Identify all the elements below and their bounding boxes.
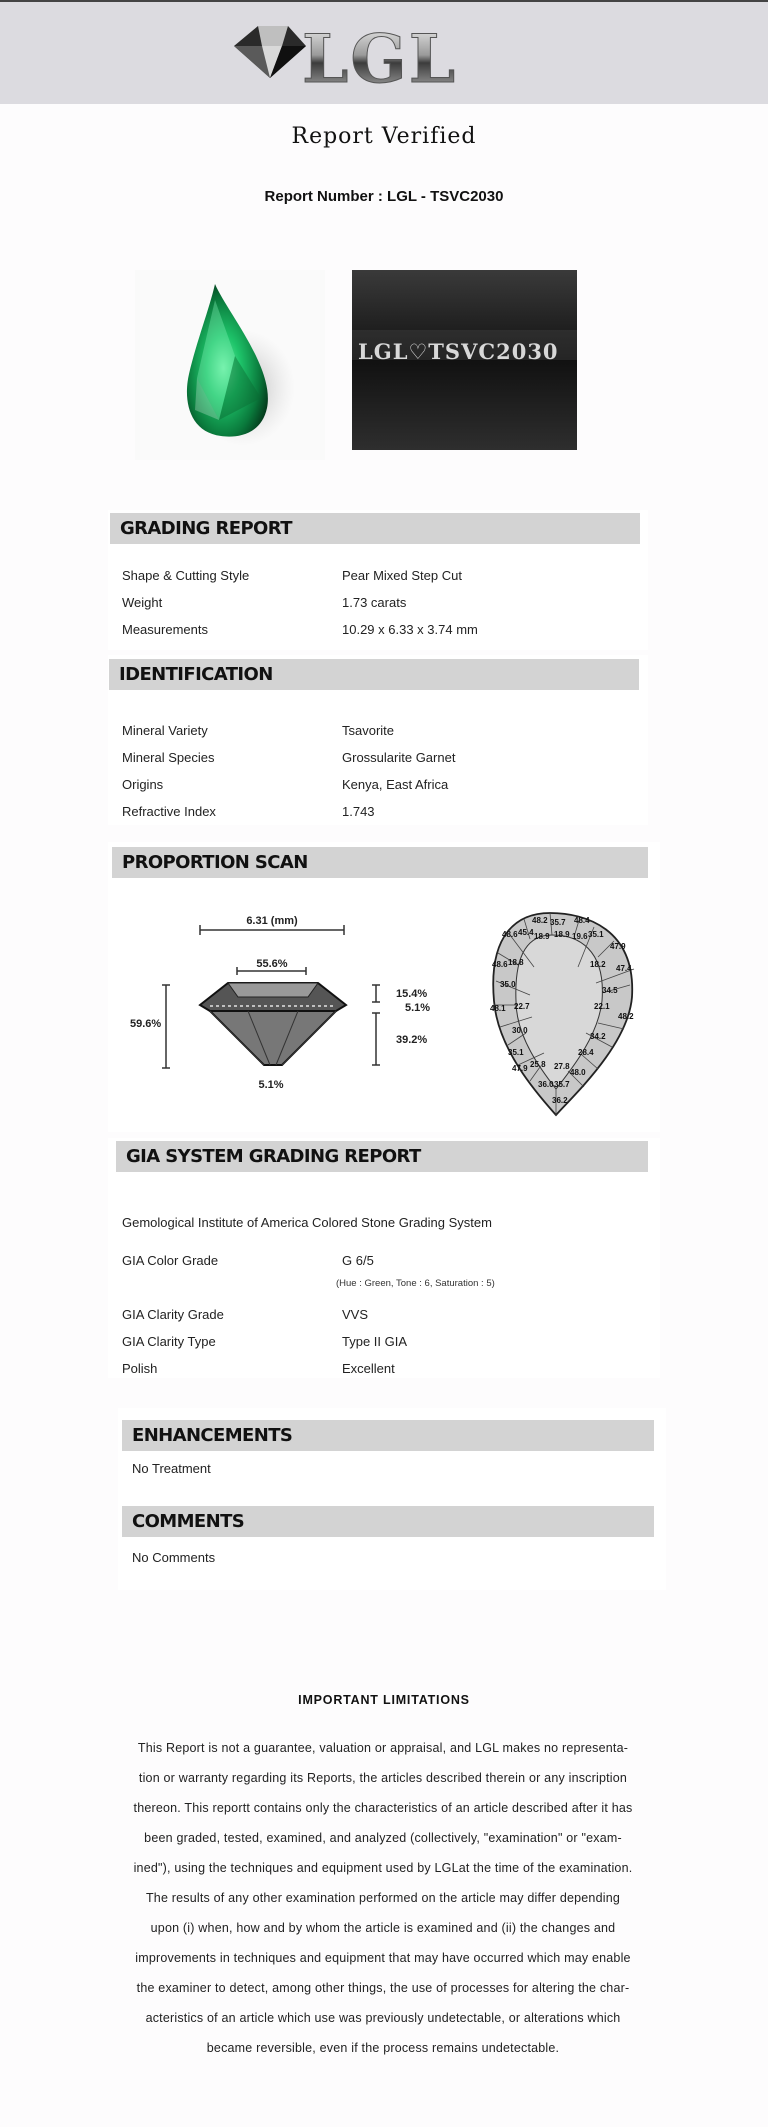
inscription-photo — [352, 270, 577, 450]
clarity-type-value: Type II GIA — [342, 1334, 408, 1349]
facet-label: 47.9 — [512, 1064, 528, 1073]
facet-label: 18.2 — [590, 960, 606, 969]
facet-label: 19.6 — [572, 932, 588, 941]
logo-text: LGL — [302, 20, 458, 98]
facet-label: 36.2 — [552, 1096, 568, 1105]
grading-report-heading: GRADING REPORT — [110, 513, 640, 544]
refractive-index-value: 1.743 — [342, 804, 375, 819]
clarity-grade-value: VVS — [342, 1307, 369, 1322]
culet-label: 5.1% — [258, 1079, 284, 1091]
shape-value: Pear Mixed Step Cut — [342, 568, 462, 583]
facet-label: 48.2 — [532, 916, 548, 925]
clarity-grade-label: GIA Clarity Grade — [122, 1307, 224, 1322]
diamond-icon — [234, 26, 306, 78]
limitations-line: acteristics of an article which use was previously undetectable, or alterations which — [145, 2011, 621, 2025]
limitations-line: thereon. This reportt contains only the characteristics of an article described after it has — [133, 1801, 633, 1815]
measurements-label: Measurements — [122, 622, 208, 637]
lgl-logo[interactable] — [232, 16, 492, 96]
limitations-line: upon (i) when, how and by whom the article is examined and (ii) the changes and — [150, 1921, 616, 1935]
gia-color-note: (Hue : Green, Tone : 6, Saturation : 5) — [336, 1278, 495, 1289]
facet-label: 48.1 — [490, 1004, 506, 1013]
facet-label: 47.4 — [616, 964, 632, 973]
facet-label: 48.2 — [618, 1012, 634, 1021]
girdle-label: 5.1% — [405, 1002, 431, 1014]
facet-label: 35.1 — [508, 1048, 524, 1057]
origins-value: Kenya, East Africa — [342, 777, 449, 792]
facet-label: 47.9 — [610, 942, 626, 951]
report-number: Report Number : LGL - TSVC2030 — [264, 188, 504, 205]
facet-label: 28.4 — [578, 1048, 594, 1057]
proportion-profile-diagram — [118, 905, 431, 1100]
facet-label: 30.0 — [512, 1026, 528, 1035]
facet-label: 36.0 — [538, 1080, 554, 1089]
header-band — [0, 2, 768, 104]
measurements-value: 10.29 x 6.33 x 3.74 mm — [342, 622, 478, 637]
weight-value: 1.73 carats — [342, 595, 407, 610]
origins-label: Origins — [122, 777, 164, 792]
stone-profile-shape — [200, 983, 346, 1065]
proportion-scan-heading: PROPORTION SCAN — [112, 847, 648, 878]
limitations-line: became reversible, even if the process remains undetectable. — [206, 2041, 560, 2055]
polish-label: Polish — [122, 1361, 158, 1376]
facet-label: 48.6 — [492, 960, 508, 969]
limitations-line: the examiner to detect, among other things, the use of processes for altering the char- — [136, 1981, 630, 1995]
pavilion-depth-label: 39.2% — [396, 1034, 428, 1046]
identification-heading: IDENTIFICATION — [109, 659, 639, 690]
facet-label: 18.8 — [508, 958, 524, 967]
facet-label: 35.7 — [550, 918, 566, 927]
gemstone-photo — [135, 270, 325, 460]
limitations-line: ined"), using the techniques and equipment used by LGLat the time of the examination. — [133, 1861, 633, 1875]
facet-label: 27.8 — [554, 1062, 570, 1071]
variety-label: Mineral Variety — [122, 723, 208, 738]
gia-color-value: G 6/5 — [342, 1253, 374, 1268]
gia-color-label: GIA Color Grade — [122, 1253, 219, 1268]
facet-label: 22.1 — [594, 1002, 610, 1011]
comments-text: No Comments — [132, 1550, 216, 1565]
width-label: 6.31 (mm) — [246, 915, 298, 927]
facet-label: 35.7 — [554, 1080, 570, 1089]
facet-label: 34.5 — [602, 986, 618, 995]
refractive-index-label: Refractive Index — [122, 804, 216, 819]
table-label: 55.6% — [256, 958, 288, 970]
enhancements-text: No Treatment — [132, 1461, 211, 1476]
weight-label: Weight — [122, 595, 163, 610]
total-depth-label: 59.6% — [130, 1018, 162, 1030]
facet-label: 48.6 — [502, 930, 518, 939]
gia-system-text: Gemological Institute of America Colored Stone Grading System — [122, 1215, 492, 1230]
facet-label: 18.9 — [554, 930, 570, 939]
comments-heading: COMMENTS — [122, 1506, 654, 1537]
shape-label: Shape & Cutting Style — [122, 568, 250, 583]
limitations-title: IMPORTANT LIMITATIONS — [298, 1693, 470, 1707]
facet-label: 48.0 — [570, 1068, 586, 1077]
clarity-type-label: GIA Clarity Type — [122, 1334, 216, 1349]
proportion-facet-map — [474, 905, 644, 1120]
facet-label: 35.1 — [588, 930, 604, 939]
species-label: Mineral Species — [122, 750, 215, 765]
crown-height-label: 15.4% — [396, 988, 428, 1000]
gia-heading: GIA SYSTEM GRADING REPORT — [116, 1141, 648, 1172]
variety-value: Tsavorite — [342, 723, 395, 738]
species-value: Grossularite Garnet — [342, 750, 456, 765]
enhancements-heading: ENHANCEMENTS — [122, 1420, 654, 1451]
facet-label: 35.0 — [500, 980, 516, 989]
facet-label: 25.8 — [530, 1060, 546, 1069]
limitations-line: improvements in techniques and equipment that may have occurred which may enable — [135, 1951, 631, 1965]
page-title: Report Verified — [291, 124, 477, 149]
limitations-line: tion or warranty regarding its Reports, the articles described therein or any inscription — [138, 1771, 628, 1785]
facet-label: 45.4 — [518, 928, 534, 937]
limitations-text — [110, 1733, 656, 2063]
limitations-line: been graded, tested, examined, and analyzed (collectively, "examination" or "exam- — [144, 1831, 622, 1845]
facet-label: 34.2 — [590, 1032, 606, 1041]
facet-label: 18.9 — [534, 932, 550, 941]
limitations-line: The results of any other examination performed on the article may differ depending — [145, 1891, 621, 1905]
facet-label: 48.4 — [574, 916, 590, 925]
polish-value: Excellent — [342, 1361, 395, 1376]
facet-label: 22.7 — [514, 1002, 530, 1011]
limitations-line: This Report is not a guarantee, valuation or appraisal, and LGL makes no representa- — [137, 1741, 629, 1755]
inscription-text: LGL♡TSVC2030 — [358, 339, 559, 364]
